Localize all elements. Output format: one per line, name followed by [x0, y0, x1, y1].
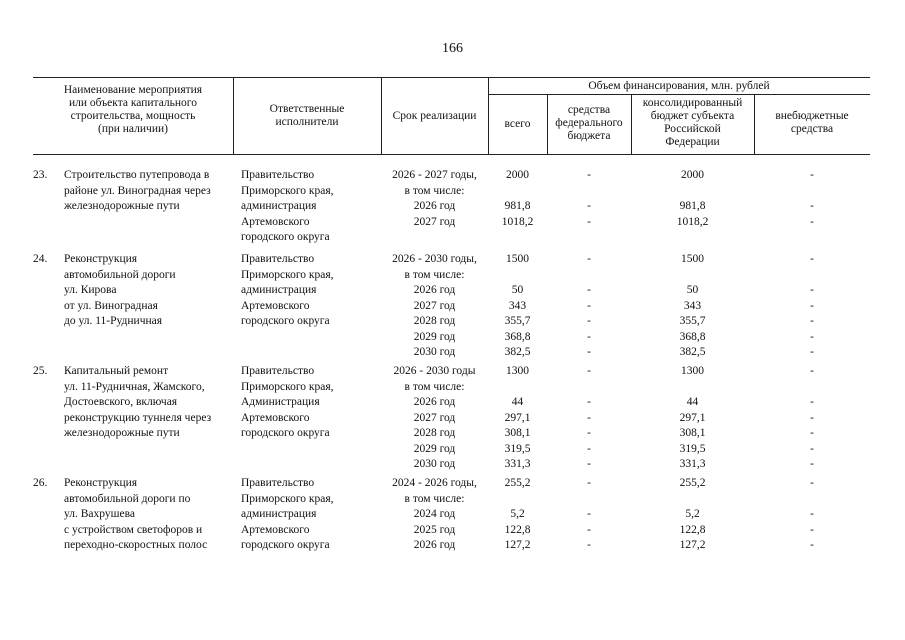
row-regional-value: 5,2: [685, 508, 700, 520]
row-federal-value: -: [587, 365, 591, 377]
row-total-value: 297,1: [504, 411, 531, 424]
header-federal-line: средства: [567, 104, 611, 116]
header-offbudget: [754, 110, 870, 136]
row-total-value: 319,5: [504, 442, 531, 455]
row-period-line: в том числе:: [404, 184, 465, 197]
row-period-line: 2024 год: [413, 508, 456, 520]
row-regional-value: 343: [683, 299, 702, 312]
row-federal-value: -: [587, 523, 591, 536]
row-period-line: 2027 год: [413, 299, 456, 312]
row-responsible-line: Правительство: [241, 253, 315, 265]
row-federal-value: -: [587, 284, 591, 296]
row-period-line: 2026 - 2027 годы,: [392, 169, 477, 181]
row-federal-value: -: [587, 442, 591, 455]
row-responsible-line: Правительство: [241, 477, 315, 489]
row-regional-value: 331,3: [679, 458, 706, 470]
row-federal-value: -: [587, 477, 591, 489]
row-regional-value: 44: [686, 396, 699, 408]
row-responsible-line: администрация: [241, 508, 317, 520]
table-header-bottom-border: [33, 154, 870, 155]
row-regional-value: 368,8: [679, 330, 706, 343]
row-period-line: 2026 - 2030 годы: [393, 365, 476, 377]
header-offbudget-line: внебюджетные: [775, 110, 849, 122]
row-offbudget-value: -: [810, 477, 814, 489]
row-regional-value: 981,8: [679, 200, 706, 212]
row-offbudget-value: -: [810, 458, 814, 470]
row-offbudget-value: -: [810, 299, 814, 312]
row-offbudget-value: -: [810, 315, 814, 327]
row-responsible-line: Приморского края,: [241, 492, 334, 505]
header-responsible-line: Ответственные: [269, 103, 345, 115]
header-federal: [547, 104, 631, 143]
row-federal-value: -: [587, 215, 591, 228]
row-responsible-line: Приморского края,: [241, 184, 334, 197]
row-name-line: автомобильной дороги по: [64, 492, 191, 505]
header-name-line: или объекта капитального: [69, 97, 197, 109]
row-responsible-line: Артемовского: [241, 215, 310, 228]
row-period-line: 2029 год: [413, 330, 456, 343]
row-number: 26.: [33, 477, 48, 489]
row-period-line: 2024 - 2026 годы,: [392, 477, 477, 489]
header-regional-line: Российской: [664, 123, 721, 135]
row-period-line: 2026 год: [413, 200, 456, 212]
row-responsible-line: Артемовского: [241, 299, 310, 312]
row-period-line: 2026 год: [413, 284, 456, 296]
row-responsible-line: городского округа: [241, 231, 330, 243]
header-total: всего: [504, 118, 531, 130]
row-federal-value: -: [587, 346, 591, 358]
row-regional-value: 355,7: [679, 315, 706, 327]
row-total-value: 382,5: [504, 346, 531, 358]
header-funding-title: Объем финансирования, млн. рублей: [588, 80, 770, 92]
row-total-value: 127,2: [504, 539, 531, 551]
row-total-value: 44: [511, 396, 524, 408]
row-name-line: железнодорожные пути: [64, 427, 180, 439]
row-offbudget-value: -: [810, 523, 814, 536]
row-responsible-line: администрация: [241, 284, 317, 296]
row-federal-value: -: [587, 200, 591, 212]
row-regional-value: 255,2: [679, 477, 706, 489]
row-responsible-line: администрация: [241, 200, 317, 212]
row-name-line: Достоевского, включая: [64, 396, 178, 408]
row-name-line: Реконструкция: [64, 253, 138, 265]
row-responsible-line: Приморского края,: [241, 268, 334, 281]
row-period-line: 2026 год: [413, 396, 456, 408]
header-name-line: (при наличии): [98, 123, 168, 135]
header-regional: [631, 97, 754, 149]
row-period-line: в том числе:: [404, 380, 465, 393]
row-regional-value: 382,5: [679, 346, 706, 358]
row-responsible-line: городского округа: [241, 427, 330, 439]
row-responsible-line: Артемовского: [241, 523, 310, 536]
row-responsible-line: Правительство: [241, 169, 315, 181]
row-number: 24.: [33, 253, 48, 265]
row-offbudget-value: -: [810, 539, 814, 551]
row-name-line: Капитальный ремонт: [64, 365, 169, 377]
row-name-line: до ул. 11-Рудничная: [64, 315, 163, 327]
page-number: 166: [442, 41, 463, 56]
row-name-line: железнодорожные пути: [64, 200, 180, 212]
row-federal-value: -: [587, 315, 591, 327]
row-total-value: 2000: [506, 169, 529, 181]
row-offbudget-value: -: [810, 169, 814, 181]
row-offbudget-value: -: [810, 253, 814, 265]
row-period-line: 2030 год: [413, 458, 456, 470]
row-name-line: Строительство путепровода в: [64, 169, 210, 181]
row-regional-value: 122,8: [679, 523, 706, 536]
header-responsible-line: исполнители: [275, 116, 339, 128]
row-offbudget-value: -: [810, 330, 814, 343]
row-offbudget-value: -: [810, 284, 814, 296]
row-total-value: 355,7: [504, 315, 531, 327]
header-name-line: строительства, мощность: [70, 110, 196, 122]
row-total-value: 331,3: [504, 458, 531, 470]
row-responsible-line: Приморского края,: [241, 380, 334, 393]
row-period-line: 2026 - 2030 годы,: [392, 253, 477, 265]
row-responsible-line: Администрация: [241, 396, 320, 408]
row-period-line: 2028 год: [413, 315, 456, 327]
row-name-line: районе ул. Виноградная через: [64, 184, 211, 197]
row-federal-value: -: [587, 539, 591, 551]
row-period-line: 2030 год: [413, 346, 456, 358]
row-offbudget-value: -: [810, 508, 814, 520]
row-responsible-line: Артемовского: [241, 411, 310, 424]
row-regional-value: 1500: [681, 253, 704, 265]
header-federal-line: федерального: [555, 117, 623, 129]
row-total-value: 1300: [506, 365, 529, 377]
row-name-line: ул. Кирова: [64, 284, 117, 296]
row-number: 23.: [33, 169, 48, 181]
row-name-line: ул. Вахрушева: [64, 508, 135, 520]
row-total-value: 368,8: [504, 330, 531, 343]
row-federal-value: -: [587, 427, 591, 439]
row-offbudget-value: -: [810, 346, 814, 358]
header-period: Срок реализации: [392, 110, 477, 122]
row-regional-value: 2000: [681, 169, 704, 181]
row-period-line: 2028 год: [413, 427, 456, 439]
row-offbudget-value: -: [810, 442, 814, 455]
header-regional-line: консолидированный: [642, 97, 743, 109]
row-regional-value: 1300: [681, 365, 704, 377]
row-total-value: 308,1: [504, 427, 531, 439]
header-regional-line: Федерации: [665, 136, 720, 148]
row-offbudget-value: -: [810, 427, 814, 439]
row-responsible-line: городского округа: [241, 539, 330, 551]
row-offbudget-value: -: [810, 411, 814, 424]
row-total-value: 122,8: [504, 523, 531, 536]
row-regional-value: 319,5: [679, 442, 706, 455]
row-federal-value: -: [587, 169, 591, 181]
row-total-value: 1500: [506, 253, 529, 265]
row-period-line: 2027 год: [413, 215, 456, 228]
row-federal-value: -: [587, 458, 591, 470]
row-total-value: 1018,2: [501, 215, 534, 228]
row-responsible-line: городского округа: [241, 315, 330, 327]
row-name-line: автомобильной дороги: [64, 268, 176, 281]
row-name-line: Реконструкция: [64, 477, 138, 489]
row-period-line: в том числе:: [404, 268, 465, 281]
row-offbudget-value: -: [810, 200, 814, 212]
header-offbudget-line: средства: [790, 123, 834, 135]
header-federal-line: бюджета: [567, 130, 611, 142]
header-responsible: [233, 103, 381, 129]
row-period-line: в том числе:: [404, 492, 465, 505]
row-offbudget-value: -: [810, 215, 814, 228]
row-regional-value: 308,1: [679, 427, 706, 439]
row-responsible-line: Правительство: [241, 365, 315, 377]
row-total-value: 981,8: [504, 200, 531, 212]
row-period-line: 2026 год: [413, 539, 456, 551]
header-name: [33, 84, 233, 136]
row-regional-value: 50: [686, 284, 699, 296]
row-regional-value: 1018,2: [676, 215, 709, 228]
row-total-value: 343: [508, 299, 527, 312]
row-total-value: 5,2: [510, 508, 525, 520]
row-federal-value: -: [587, 396, 591, 408]
row-number: 25.: [33, 365, 48, 377]
table-top-border: [33, 77, 870, 78]
row-regional-value: 127,2: [679, 539, 706, 551]
row-total-value: 255,2: [504, 477, 531, 489]
row-offbudget-value: -: [810, 365, 814, 377]
row-name-line: с устройством светофоров и: [64, 523, 203, 536]
row-federal-value: -: [587, 411, 591, 424]
row-federal-value: -: [587, 299, 591, 312]
row-federal-value: -: [587, 253, 591, 265]
row-name-line: ул. 11-Рудничная, Жамского,: [64, 380, 205, 393]
header-regional-line: бюджет субъекта: [650, 110, 735, 122]
row-period-line: 2025 год: [413, 523, 456, 536]
header-name-line: Наименование мероприятия: [63, 84, 203, 96]
row-period-line: 2027 год: [413, 411, 456, 424]
row-federal-value: -: [587, 508, 591, 520]
row-offbudget-value: -: [810, 396, 814, 408]
funding-subheader-border: [488, 94, 870, 95]
row-regional-value: 297,1: [679, 411, 706, 424]
row-federal-value: -: [587, 330, 591, 343]
row-name-line: реконструкцию туннеля через: [64, 411, 212, 424]
row-period-line: 2029 год: [413, 442, 456, 455]
row-total-value: 50: [511, 284, 524, 296]
row-name-line: от ул. Виноградная: [64, 299, 158, 312]
row-name-line: переходно-скоростных полос: [64, 539, 208, 551]
